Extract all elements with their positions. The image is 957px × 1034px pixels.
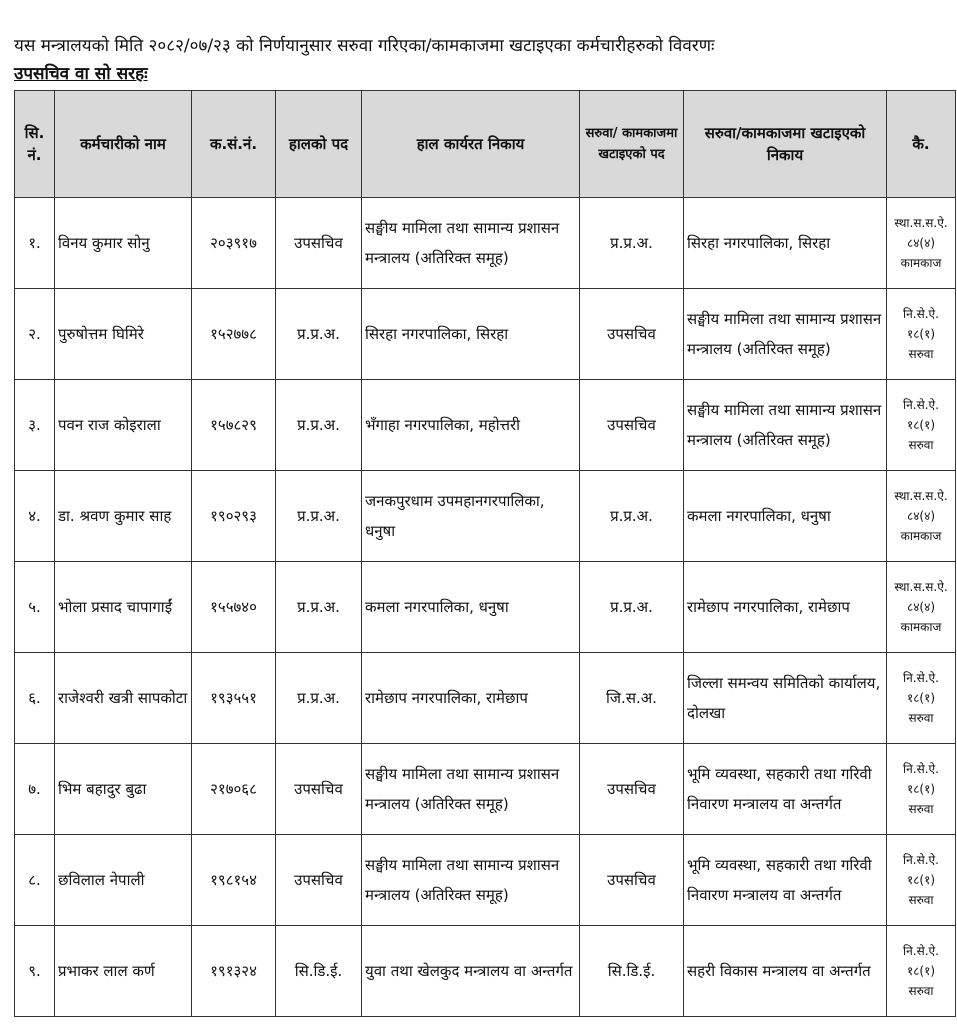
serial-cell: ३. xyxy=(15,380,55,471)
name-cell: पुरुषोत्तम घिमिरे xyxy=(55,289,192,380)
remark-line: १८(१) xyxy=(906,873,936,887)
remark-line: १८(१) xyxy=(906,418,936,432)
name-cell: प्रभाकर लाल कर्ण xyxy=(55,926,192,1017)
new-office-cell: सङ्घीय मामिला तथा सामान्य प्रशासन मन्त्रालय (अतिरिक्त समूह) xyxy=(684,380,887,471)
header-remarks: कै. xyxy=(887,91,956,198)
table-header-row xyxy=(15,91,956,198)
remark-line: कामकाज xyxy=(900,620,942,634)
new-post-cell: प्र.प्र.अ. xyxy=(580,471,684,562)
new-post-cell: प्र.प्र.अ. xyxy=(580,198,684,289)
serial-cell: १. xyxy=(15,198,55,289)
current-post-cell: प्र.प्र.अ. xyxy=(276,653,362,744)
serial-cell: ४. xyxy=(15,471,55,562)
remarks-cell xyxy=(887,744,956,835)
new-office-cell: जिल्ला समन्वय समितिको कार्यालय, दोलखा xyxy=(684,653,887,744)
current-post-cell: प्र.प्र.अ. xyxy=(276,562,362,653)
table-row xyxy=(15,744,956,835)
section-heading: उपसचिव वा सो सरहः xyxy=(14,64,148,84)
table-row xyxy=(15,198,956,289)
remark-line: ८४(४) xyxy=(906,509,936,523)
remark-line: सरुवा xyxy=(908,802,934,816)
table-row xyxy=(15,289,956,380)
remark-line: १८(१) xyxy=(906,782,936,796)
new-post-cell: उपसचिव xyxy=(580,744,684,835)
current-office-cell: कमला नगरपालिका, धनुषा xyxy=(362,562,580,653)
new-office-cell: सङ्घीय मामिला तथा सामान्य प्रशासन मन्त्रालय (अतिरिक्त समूह) xyxy=(684,289,887,380)
remarks-cell xyxy=(887,289,956,380)
symbol-number-cell: १९१३२४ xyxy=(192,926,276,1017)
remark-line: कामकाज xyxy=(900,256,942,270)
transfer-table xyxy=(14,90,956,1017)
header-serial: सि. नं. xyxy=(15,91,55,198)
remark-line: १८(१) xyxy=(906,691,936,705)
name-cell: भिम बहादुर बुढा xyxy=(55,744,192,835)
serial-cell: ७. xyxy=(15,744,55,835)
remarks-cell xyxy=(887,380,956,471)
name-cell: विनय कुमार सोनु xyxy=(55,198,192,289)
name-cell: राजेश्वरी खत्री सापकोटा xyxy=(55,653,192,744)
remark-line: नि.से.ऐ. xyxy=(903,762,939,776)
new-office-cell: भूमि व्यवस्था, सहकारी तथा गरिवी निवारण मन्त्रालय वा अन्तर्गत xyxy=(684,835,887,926)
current-office-cell: सङ्घीय मामिला तथा सामान्य प्रशासन मन्त्रालय (अतिरिक्त समूह) xyxy=(362,835,580,926)
symbol-number-cell: २१७०६८ xyxy=(192,744,276,835)
current-post-cell: उपसचिव xyxy=(276,744,362,835)
remarks-cell xyxy=(887,926,956,1017)
remark-line: ८४(४) xyxy=(906,236,936,250)
new-post-cell: जि.स.अ. xyxy=(580,653,684,744)
current-office-cell: सङ्घीय मामिला तथा सामान्य प्रशासन मन्त्रालय (अतिरिक्त समूह) xyxy=(362,198,580,289)
current-office-cell: जनकपुरधाम उपमहानगरपालिका, धनुषा xyxy=(362,471,580,562)
remarks-cell xyxy=(887,562,956,653)
name-cell: पवन राज कोइराला xyxy=(55,380,192,471)
remark-line: १८(१) xyxy=(906,964,936,978)
symbol-number-cell: १५५७४० xyxy=(192,562,276,653)
serial-cell: ८. xyxy=(15,835,55,926)
current-post-cell: सि.डि.ई. xyxy=(276,926,362,1017)
serial-cell: ५. xyxy=(15,562,55,653)
current-office-cell: भँगाहा नगरपालिका, महोत्तरी xyxy=(362,380,580,471)
table-row xyxy=(15,653,956,744)
remark-line: सरुवा xyxy=(908,438,934,452)
remarks-cell xyxy=(887,835,956,926)
new-post-cell: उपसचिव xyxy=(580,835,684,926)
serial-cell: ९. xyxy=(15,926,55,1017)
remark-line: स्था.स.स.ऐ. xyxy=(894,489,948,503)
header-new-office: सरुवा/कामकाजमा खटाइएको निकाय xyxy=(684,91,887,198)
new-office-cell: भूमि व्यवस्था, सहकारी तथा गरिवी निवारण मन्त्रालय वा अन्तर्गत xyxy=(684,744,887,835)
remark-line: नि.से.ऐ. xyxy=(903,398,939,412)
current-office-cell: युवा तथा खेलकुद मन्त्रालय वा अन्तर्गत xyxy=(362,926,580,1017)
remark-line: १८(१) xyxy=(906,327,936,341)
remark-line: ८४(४) xyxy=(906,600,936,614)
intro-text: यस मन्त्रालयको मिति २०८२/०७/२३ को निर्णयानुसार सरुवा गरिएका/कामकाजमा खटाइएका कर्मचारीहरुको विवरणः xyxy=(14,36,715,56)
header-name: कर्मचारीको नाम xyxy=(55,91,192,198)
new-post-cell: सि.डि.ई. xyxy=(580,926,684,1017)
new-office-cell: रामेछाप नगरपालिका, रामेछाप xyxy=(684,562,887,653)
table-row xyxy=(15,562,956,653)
symbol-number-cell: १५७८२९ xyxy=(192,380,276,471)
new-office-cell: सहरी विकास मन्त्रालय वा अन्तर्गत xyxy=(684,926,887,1017)
new-office-cell: सिरहा नगरपालिका, सिरहा xyxy=(684,198,887,289)
name-cell: भोला प्रसाद चापागाईं xyxy=(55,562,192,653)
symbol-number-cell: २०३९१७ xyxy=(192,198,276,289)
current-post-cell: उपसचिव xyxy=(276,835,362,926)
current-office-cell: सङ्घीय मामिला तथा सामान्य प्रशासन मन्त्रालय (अतिरिक्त समूह) xyxy=(362,744,580,835)
symbol-number-cell: १९०२९३ xyxy=(192,471,276,562)
header-new-post: सरुवा/ कामकाजमा खटाइएको पद xyxy=(580,91,684,198)
table-row xyxy=(15,380,956,471)
remark-line: कामकाज xyxy=(900,529,942,543)
remark-line: सरुवा xyxy=(908,711,934,725)
remarks-cell xyxy=(887,653,956,744)
remark-line: नि.से.ऐ. xyxy=(903,671,939,685)
header-current-office: हाल कार्यरत निकाय xyxy=(362,91,580,198)
new-office-cell: कमला नगरपालिका, धनुषा xyxy=(684,471,887,562)
current-post-cell: प्र.प्र.अ. xyxy=(276,471,362,562)
new-post-cell: उपसचिव xyxy=(580,380,684,471)
remark-line: सरुवा xyxy=(908,984,934,998)
remark-line: स्था.स.स.ऐ. xyxy=(894,580,948,594)
serial-cell: ६. xyxy=(15,653,55,744)
remark-line: स्था.स.स.ऐ. xyxy=(894,216,948,230)
remark-line: सरुवा xyxy=(908,347,934,361)
header-current-post: हालको पद xyxy=(276,91,362,198)
header-symbol-number: क.सं.नं. xyxy=(192,91,276,198)
current-office-cell: रामेछाप नगरपालिका, रामेछाप xyxy=(362,653,580,744)
symbol-number-cell: १९८१५४ xyxy=(192,835,276,926)
table-row xyxy=(15,835,956,926)
name-cell: छविलाल नेपाली xyxy=(55,835,192,926)
remarks-cell xyxy=(887,471,956,562)
table-row xyxy=(15,926,956,1017)
current-post-cell: उपसचिव xyxy=(276,198,362,289)
symbol-number-cell: १५२७७८ xyxy=(192,289,276,380)
name-cell: डा. श्रवण कुमार साह xyxy=(55,471,192,562)
symbol-number-cell: १९३५५१ xyxy=(192,653,276,744)
new-post-cell: प्र.प्र.अ. xyxy=(580,562,684,653)
remark-line: सरुवा xyxy=(908,893,934,907)
table-row xyxy=(15,471,956,562)
remarks-cell xyxy=(887,198,956,289)
current-post-cell: प्र.प्र.अ. xyxy=(276,289,362,380)
remark-line: नि.से.ऐ. xyxy=(903,307,939,321)
new-post-cell: उपसचिव xyxy=(580,289,684,380)
current-office-cell: सिरहा नगरपालिका, सिरहा xyxy=(362,289,580,380)
current-post-cell: प्र.प्र.अ. xyxy=(276,380,362,471)
serial-cell: २. xyxy=(15,289,55,380)
remark-line: नि.से.ऐ. xyxy=(903,944,939,958)
remark-line: नि.से.ऐ. xyxy=(903,853,939,867)
